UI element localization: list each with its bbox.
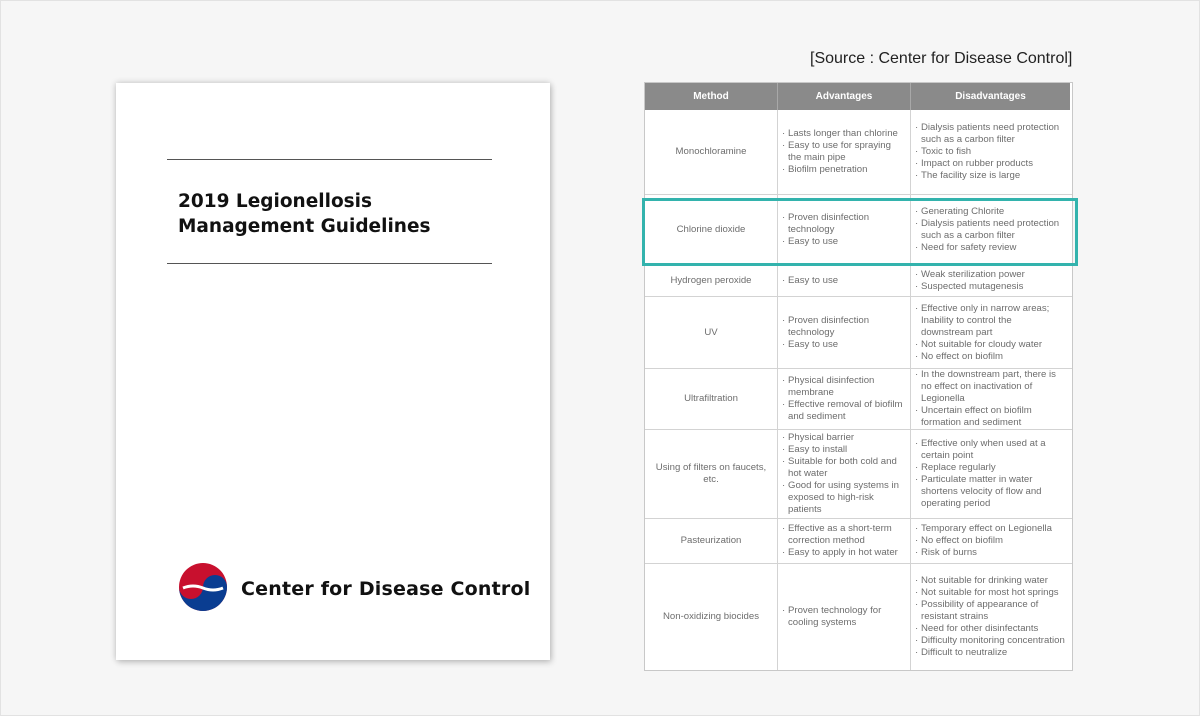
advantages-cell — [778, 297, 911, 368]
advantages-cell — [778, 266, 911, 296]
advantages-cell — [778, 195, 911, 265]
table-row — [645, 369, 1072, 430]
method-cell: Monochloramine — [645, 110, 778, 194]
taegeuk-logo-icon — [178, 562, 228, 612]
list-item: · Easy to use for spraying the main pipe — [782, 140, 906, 164]
list-item: · No effect on biofilm — [915, 535, 1066, 547]
cover-title — [178, 189, 498, 239]
disadvantages-cell — [911, 195, 1070, 265]
header-method: Method — [645, 83, 778, 110]
list-item: · Proven disinfection technology — [782, 212, 906, 236]
advantages-list — [782, 128, 906, 176]
list-item: · Weak sterilization power — [915, 269, 1066, 281]
list-item: · Suspected mutagenesis — [915, 281, 1066, 293]
disadvantages-list — [915, 269, 1066, 293]
advantages-list — [782, 315, 906, 351]
list-item: · Uncertain effect on biofilm formation and sediment — [915, 405, 1066, 429]
disadvantages-cell — [911, 297, 1070, 368]
list-item: · Easy to apply in hot water — [782, 547, 906, 559]
list-item: · Effective removal of biofilm and sediment — [782, 399, 906, 423]
advantages-cell — [778, 519, 911, 563]
list-item: · Proven disinfection technology — [782, 315, 906, 339]
list-item: · Biofilm penetration — [782, 164, 906, 176]
list-item: · Dialysis patients need protection such as a carbon filter — [915, 218, 1066, 242]
list-item: · Toxic to fish — [915, 146, 1066, 158]
disadvantages-cell — [911, 430, 1070, 518]
list-item: · Easy to install — [782, 444, 906, 456]
list-item: · Effective as a short-term correction method — [782, 523, 906, 547]
disadvantages-cell — [911, 564, 1070, 670]
disadvantages-list — [915, 523, 1066, 559]
table-row — [645, 195, 1072, 266]
advantages-list — [782, 605, 906, 629]
list-item: · Difficult to neutralize — [915, 647, 1066, 659]
advantages-list — [782, 275, 906, 287]
table-row — [645, 519, 1072, 564]
disadvantages-list — [915, 438, 1066, 510]
table-row — [645, 266, 1072, 297]
list-item: · Not suitable for cloudy water — [915, 339, 1066, 351]
list-item: · Physical barrier — [782, 432, 906, 444]
list-item: · Easy to use — [782, 236, 906, 248]
table-row — [645, 430, 1072, 519]
disadvantages-list — [915, 206, 1066, 254]
advantages-list — [782, 375, 906, 423]
cover-organization: Center for Disease Control — [241, 578, 531, 600]
advantages-cell — [778, 369, 911, 429]
disadvantages-cell — [911, 266, 1070, 296]
method-cell: Ultrafiltration — [645, 369, 778, 429]
list-item: · Replace regularly — [915, 462, 1066, 474]
list-item: · Generating Chlorite — [915, 206, 1066, 218]
disadvantages-cell — [911, 110, 1070, 194]
list-item: · Need for safety review — [915, 242, 1066, 254]
list-item: · The facility size is large — [915, 170, 1066, 182]
method-cell: UV — [645, 297, 778, 368]
list-item: · Possibility of appearance of resistant strains — [915, 599, 1066, 623]
method-cell: Non-oxidizing biocides — [645, 564, 778, 670]
list-item: · Lasts longer than chlorine — [782, 128, 906, 140]
disadvantages-list — [915, 303, 1066, 363]
advantages-cell — [778, 110, 911, 194]
disadvantages-list — [915, 575, 1066, 659]
advantages-list — [782, 432, 906, 516]
source-caption: [Source : Center for Disease Control] — [810, 50, 1073, 67]
list-item: · Suitable for both cold and hot water — [782, 456, 906, 480]
list-item: · Dialysis patients need protection such as a carbon filter — [915, 122, 1066, 146]
header-advantages: Advantages — [778, 83, 911, 110]
cover-top-rule — [167, 159, 492, 160]
table-header-row — [645, 83, 1072, 110]
cover-bottom-rule — [167, 263, 492, 264]
cover-title-line1: 2019 Legionellosis — [178, 191, 373, 212]
list-item: · Not suitable for drinking water — [915, 575, 1066, 587]
advantages-list — [782, 212, 906, 248]
method-cell: Chlorine dioxide — [645, 195, 778, 265]
list-item: · Temporary effect on Legionella — [915, 523, 1066, 535]
list-item: · Not suitable for most hot springs — [915, 587, 1066, 599]
list-item: · Easy to use — [782, 275, 906, 287]
list-item: · Impact on rubber products — [915, 158, 1066, 170]
advantages-list — [782, 523, 906, 559]
list-item: · Proven technology for cooling systems — [782, 605, 906, 629]
disadvantages-cell — [911, 519, 1070, 563]
table-row — [645, 564, 1072, 670]
guideline-cover — [116, 83, 550, 660]
disadvantages-cell — [911, 369, 1070, 429]
list-item: · Risk of burns — [915, 547, 1066, 559]
list-item: · In the downstream part, there is no effect on inactivation of Legionella — [915, 369, 1066, 405]
list-item: · Effective only in narrow areas; Inability to control the downstream part — [915, 303, 1066, 339]
method-cell: Pasteurization — [645, 519, 778, 563]
list-item: · Physical disinfection membrane — [782, 375, 906, 399]
method-cell: Using of filters on faucets, etc. — [645, 430, 778, 518]
list-item: · Good for using systems in exposed to high-risk patients — [782, 480, 906, 516]
advantages-cell — [778, 564, 911, 670]
table-row — [645, 297, 1072, 369]
advantages-cell — [778, 430, 911, 518]
list-item: · Easy to use — [782, 339, 906, 351]
method-cell: Hydrogen peroxide — [645, 266, 778, 296]
header-disadvantages: Disadvantages — [911, 83, 1070, 110]
table-row — [645, 110, 1072, 195]
cover-title-line2: Management Guidelines — [178, 216, 431, 237]
list-item: · No effect on biofilm — [915, 351, 1066, 363]
list-item: · Effective only when used at a certain point — [915, 438, 1066, 462]
methods-table — [644, 82, 1073, 671]
list-item: · Need for other disinfectants — [915, 623, 1066, 635]
list-item: · Particulate matter in water shortens velocity of flow and operating period — [915, 474, 1066, 510]
disadvantages-list — [915, 369, 1066, 429]
disadvantages-list — [915, 122, 1066, 182]
list-item: · Difficulty monitoring concentration — [915, 635, 1066, 647]
